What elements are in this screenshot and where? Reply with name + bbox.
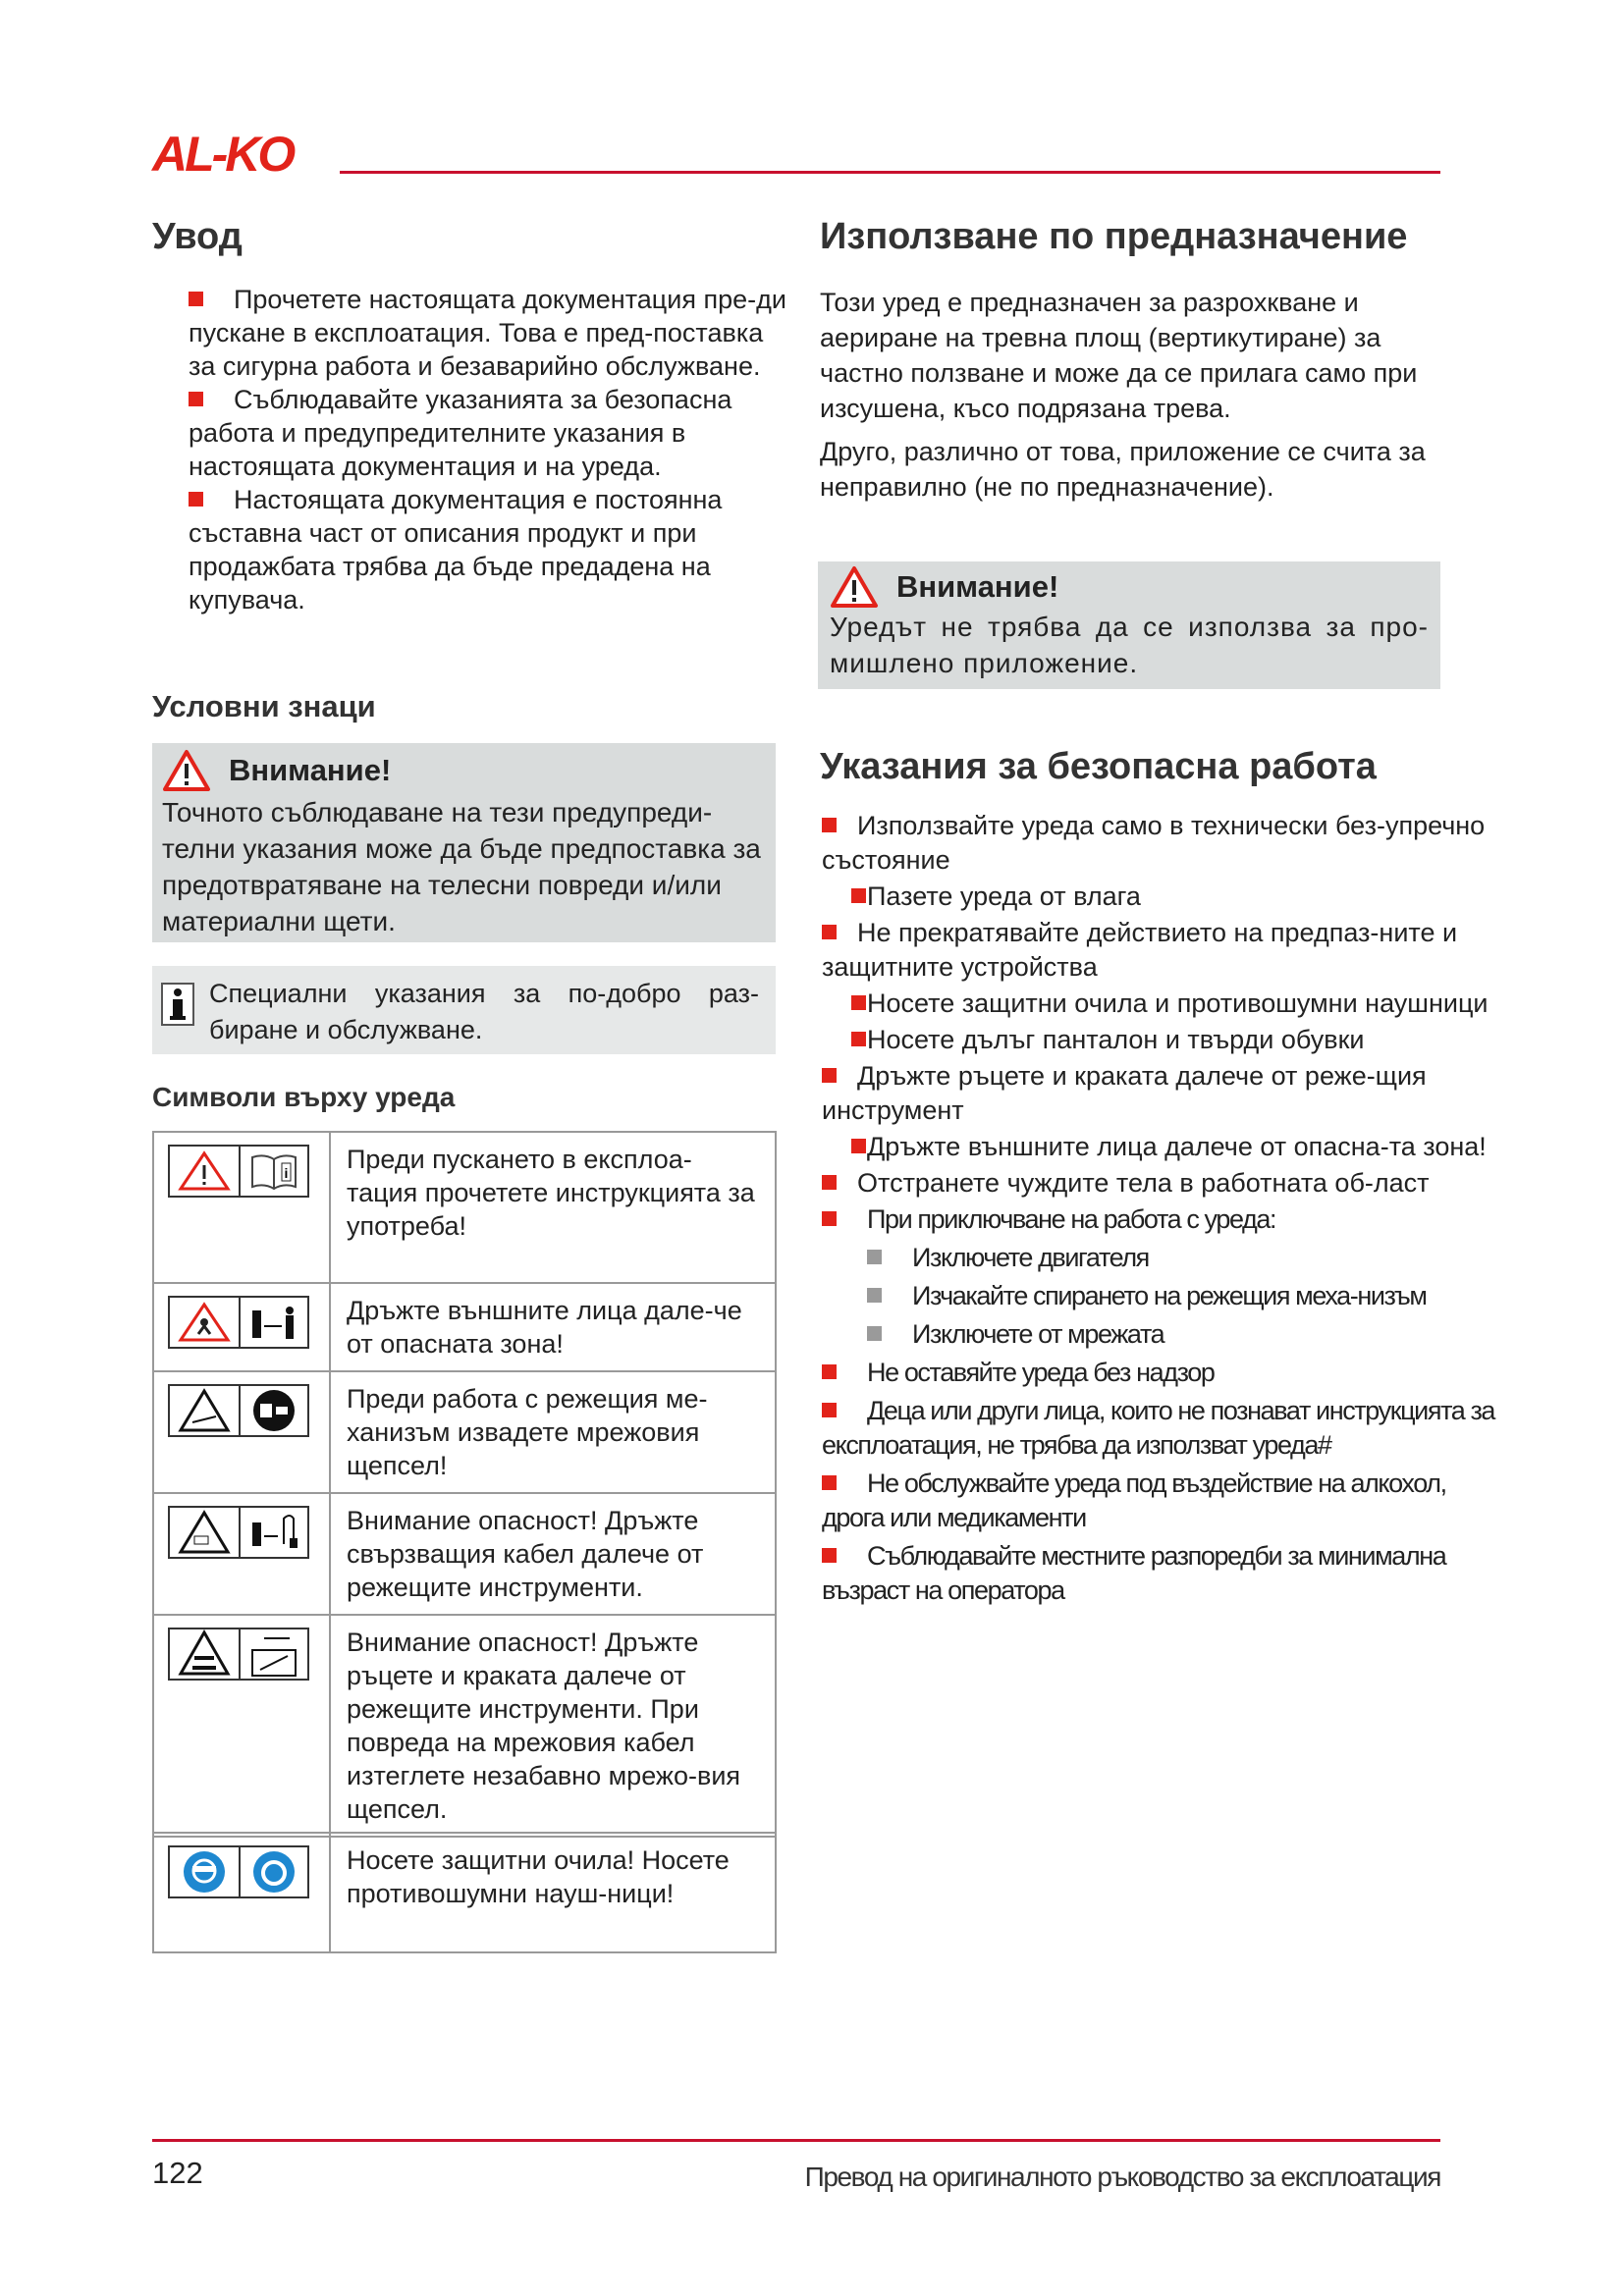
table-row (153, 1833, 776, 1952)
alko-logo: AL-KO (152, 127, 294, 182)
table-row (153, 1371, 776, 1493)
list-item: Настоящата документация е постоянна съставна част от описания продукт и при продажбата трябва да бъде предадена на купувача. (189, 483, 797, 616)
ear-protection-icon (239, 1847, 307, 1896)
table-row (153, 1493, 776, 1615)
footer-rule (152, 2139, 1440, 2142)
list-item: Носете дълъг панталон и твърди обувки (822, 1023, 1499, 1057)
list-item: Не оставяйте уреда без надзор (822, 1356, 1499, 1390)
list-item: Изчакайте спирането на режещия меха-низъм (867, 1279, 1499, 1313)
warning-triangle-icon (830, 565, 879, 609)
info-icon (160, 982, 195, 1027)
unplug-before-maintenance-icon (239, 1629, 307, 1679)
cable-warning-icon (170, 1508, 239, 1557)
warning-triangle-icon (170, 1147, 239, 1196)
list-item: Не обслужвайте уреда под въздействие на алкохол, дрога или медикаменти (822, 1467, 1499, 1535)
list-item: Съблюдавайте указанията за безопасна работа и предупредителните указания в настоящата документация и на уреда. (189, 383, 797, 483)
safety-list (822, 809, 1499, 1612)
safety-title: Указания за безопасна работа (820, 746, 1377, 787)
warning-header (830, 565, 1429, 609)
info-box (152, 966, 776, 1054)
warning-header (162, 749, 766, 792)
keep-distance-icon (239, 1298, 307, 1347)
hands-feet-warning-icon (170, 1629, 239, 1679)
info-text: Специални указания за по-добро раз-биране и обслужване. (209, 979, 759, 1044)
keep-cable-away-icon (239, 1508, 307, 1557)
header-rule (340, 171, 1440, 174)
symbol-description: Внимание опасност! Дръжте свързващия кабел далече от режещите инструменти. (330, 1493, 776, 1615)
thrown-objects-warning-icon (170, 1298, 239, 1347)
ppe-description: Носете защитни очила! Носете противошумни науш-ници! (330, 1833, 776, 1952)
unplug-icon (239, 1386, 307, 1435)
conventions-title: Условни знаци (152, 689, 376, 723)
intro-title: Увод (152, 216, 243, 257)
intended-use-paragraph: Този уред е предназначен за разрохкване и аериране на тревна площ (вертикутиране) за частно ползване и може да се прилага само при изсушена, късо подрязана трева. (820, 288, 1418, 423)
symbol-pair (168, 1145, 309, 1198)
table-row (153, 1283, 776, 1371)
ppe-table (152, 1832, 777, 1953)
intended-use-title: Използване по предназначение (820, 216, 1408, 257)
warning-title: Внимание! (229, 753, 392, 787)
symbol-description: Преди работа с режещия ме-ханизъм извадете мрежовия щепсел! (330, 1371, 776, 1493)
footer-text: Превод на оригиналното ръководство за експлоатация (804, 2162, 1440, 2192)
symbol-description: Внимание опасност! Дръжте ръцете и краката далече от режещите инструменти. При повреда на мрежовия кабел изтеглете незабавно мрежо-вия щепсел. (330, 1615, 776, 1837)
cutting-blade-warning-icon (170, 1386, 239, 1435)
list-item: Пазете уреда от влага (822, 880, 1499, 914)
list-item: Не прекратявайте действието на предпаз-ните и защитните устройства (822, 916, 1499, 985)
intended-use-text (820, 285, 1453, 505)
list-item: Изключете двигателя (867, 1241, 1499, 1275)
list-item: При приключване на работа с уреда: (822, 1202, 1499, 1237)
intro-list (189, 283, 797, 616)
list-item: Дръжте външните лица далече от опасна-та зона! (822, 1130, 1499, 1164)
table-row (153, 1132, 776, 1283)
list-item: Съблюдавайте местните разпоредби за минимална възраст на оператора (822, 1539, 1499, 1608)
list-item: Деца или други лица, които не познават инструкцията за експлоатация, не трябва да използват уреда# (822, 1394, 1499, 1463)
list-item: Дръжте ръцете и краката далече от реже-щия инструмент (822, 1059, 1499, 1128)
page-number: 122 (152, 2156, 203, 2190)
list-item: Прочетете настоящата документация пре-ди пускане в експлоатация. Това е пред-поставка за сигурна работа и безаварийно обслужване. (189, 283, 797, 383)
intended-use-paragraph: Друго, различно от това, приложение се счита за неправилно (не по предназначение). (820, 437, 1426, 502)
symbol-description: Преди пускането в експлоа-тация прочетете инструкцията за употреба! (330, 1132, 776, 1283)
warning-title: Внимание! (896, 569, 1059, 604)
svg-text:i: i (284, 1165, 289, 1181)
warning-box (818, 561, 1440, 689)
symbols-table (152, 1131, 777, 1838)
read-manual-icon (239, 1147, 307, 1196)
warning-triangle-icon (162, 749, 211, 792)
warning-box (152, 743, 776, 942)
warning-text: Точното съблюдаване на тези предупреди-телни указания може да бъде предпоставка за предотвратяване на телесни повреди и/или материални щети. (162, 797, 761, 936)
table-row (153, 1615, 776, 1837)
warning-text: Уредът не трябва да се използва за про-мишлено приложение. (830, 612, 1429, 678)
list-item: Носете защитни очила и противошумни наушници (822, 987, 1499, 1021)
list-item: Изключете от мрежата (867, 1317, 1499, 1352)
list-item: Отстранете чуждите тела в работната об-ласт (822, 1166, 1499, 1201)
list-item: Използвайте уреда само в технически без-упречно състояние (822, 809, 1499, 878)
symbol-description: Дръжте външните лица дале-че от опасната зона! (330, 1283, 776, 1371)
safety-goggles-icon (170, 1847, 239, 1896)
symbols-title: Символи върху уреда (152, 1082, 456, 1112)
